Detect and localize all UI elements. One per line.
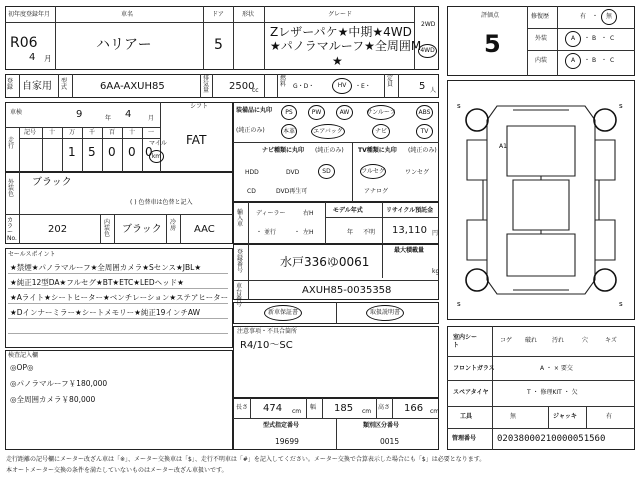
inspection-month-unit: 月 xyxy=(148,115,155,122)
diagram-mark-s-1: s xyxy=(457,102,461,110)
glass-label: フロントガラス xyxy=(453,365,495,372)
fuel-options-rest: ・E・ xyxy=(355,83,371,90)
grade-line1: Zレザーパケ★中期★4WD xyxy=(270,25,412,39)
tools-value: 無 xyxy=(510,413,517,420)
disp-unit: cc xyxy=(252,87,259,94)
grade-line3: ★ xyxy=(332,54,343,68)
equipment-tv-circled: TV xyxy=(416,124,433,139)
tools-label: 工具 xyxy=(460,413,473,420)
import-right: 右H xyxy=(303,210,314,217)
equipment-note: (純正のみ) xyxy=(236,127,265,134)
first-reg-month-unit: 月 xyxy=(44,54,52,63)
new-car-warranty-circled: 新車保証書 xyxy=(264,305,302,321)
exterior-dot1: ・ xyxy=(584,35,591,42)
repair-no-circled: 無 xyxy=(601,9,617,25)
tv-note: (純正のみ) xyxy=(408,147,437,154)
exterior-b: B xyxy=(592,35,597,42)
seat-opt-tear: 破れ xyxy=(525,337,538,344)
max-load-label: 最大積載量 xyxy=(394,247,425,254)
notes-value: R4/10～SC xyxy=(240,340,293,351)
import-parallel: 並行 xyxy=(264,229,277,236)
height-value: 166 xyxy=(404,403,424,414)
length-unit: cm xyxy=(292,408,302,415)
exterior-c: C xyxy=(610,35,615,42)
mileage-label: 走行 xyxy=(8,137,15,150)
mileage-unit-2: 千 xyxy=(89,129,96,136)
seat-opt-scratch: キズ xyxy=(605,337,617,344)
tv-title: TV種類に丸印 xyxy=(358,147,397,154)
inspection-month: 4 xyxy=(125,109,132,120)
equipment-aw-circled: AW xyxy=(336,105,353,120)
navi-dvd: DVD xyxy=(286,169,300,176)
grade-label: グレード xyxy=(328,11,353,18)
max-load-unit: kg xyxy=(432,268,440,275)
interior-a-circled: A xyxy=(565,53,581,69)
chassis-value: AXUH85-0035358 xyxy=(302,285,392,296)
class-label: 類別区分番号 xyxy=(363,422,400,429)
mileage-unit-1: 万 xyxy=(69,129,76,136)
tv-analog: アナログ xyxy=(364,188,389,195)
registration-row xyxy=(5,74,439,98)
navi-cd: CD xyxy=(247,188,256,195)
jack-label: ジャッキ xyxy=(553,413,577,420)
shift-value: FAT xyxy=(186,133,207,147)
recycle-value: 13,110 xyxy=(392,225,427,236)
notes-label: 注意事項・不具合箇所 xyxy=(237,328,298,335)
mileage-unit-0: 十 xyxy=(49,129,56,136)
equipment-leather-circled: 本革 xyxy=(281,124,297,139)
navi-sd-circled: SD xyxy=(318,164,335,179)
navi-title: ナビ種類に丸印 xyxy=(262,147,305,154)
mgmt-label: 管理番号 xyxy=(452,435,477,442)
checker-line-3: ◎全周囲カメラ￥80,000 xyxy=(10,395,96,404)
recycle-label: リサイクル預託金 xyxy=(386,207,434,214)
seat-opt-stain: 汚れ xyxy=(552,337,565,344)
interior-label: 内装 xyxy=(535,57,548,64)
mileage-unit-4: 十 xyxy=(129,129,136,136)
drive-4wd-circled: 4WD xyxy=(418,44,437,58)
spare-value: T ・ 修理KIT ・ 欠 xyxy=(527,389,578,396)
color-code-value: 202 xyxy=(48,224,68,235)
equipment-abs-circled: ABS xyxy=(416,105,433,120)
cap-value: 5 xyxy=(419,81,426,92)
interior-dot1: ・ xyxy=(584,57,591,64)
navi-note: (純正のみ) xyxy=(315,147,344,154)
import-dot1: ・ xyxy=(256,229,263,236)
first-reg-label: 初年度登録年月 xyxy=(8,11,51,18)
cap-label: 定員 xyxy=(387,75,394,88)
length-label: 長さ xyxy=(236,404,249,411)
import-label: 輸入車 xyxy=(237,209,244,228)
sales-label: セールスポイント xyxy=(8,251,56,258)
import-dot2: ・ xyxy=(294,229,301,236)
inspection-year: 9 xyxy=(76,109,83,120)
int-color-value: ブラック xyxy=(122,224,162,235)
type-value: 6AA-AXUH85 xyxy=(100,81,165,92)
shape-label: 形状 xyxy=(242,11,255,18)
glass-value: A ・ × 要交 xyxy=(540,365,573,372)
ac-label: 冷房 xyxy=(170,219,177,232)
seat-label: 室内シート xyxy=(453,334,478,349)
int-color-label: 内装色 xyxy=(104,219,111,238)
exterior-dot2: ・ xyxy=(601,35,608,42)
model-name: ハリアー xyxy=(96,37,152,53)
plate-value: 水戸336ゆ0061 xyxy=(280,255,370,269)
checker-line-2: ◎パノラマルーフ￥180,000 xyxy=(10,379,108,388)
diagram-mark-s-3: s xyxy=(457,300,461,308)
jack-value: 有 xyxy=(606,413,613,420)
fuel-options: G・D・ xyxy=(293,83,315,90)
sales-line-1: ★禁煙★パノラマルーフ★全周囲カメラ★Sセンス★JBL★ xyxy=(10,263,202,272)
class-value: 0015 xyxy=(380,437,400,446)
mileage-unit-3: 百 xyxy=(109,129,116,136)
tv-oneseg: ワンセグ xyxy=(405,169,430,176)
inspection-year-unit: 年 xyxy=(105,115,112,122)
model-year-unknown: 不明 xyxy=(363,229,376,236)
plate-label: 登録番号 xyxy=(237,249,244,274)
model-year-unit: 年 xyxy=(347,229,354,236)
exterior-a-circled: A xyxy=(565,31,581,47)
mileage-record-label: 記号 xyxy=(24,129,37,136)
first-reg-era: R06 xyxy=(10,35,38,51)
mileage-digit-1: 1 xyxy=(68,145,76,159)
grade-line2: ★パノラマルーフ★全周囲M xyxy=(270,39,422,53)
equipment-sunroof-circled: サンルーフ xyxy=(367,105,395,120)
seat-opt-hole: 穴 xyxy=(582,337,589,344)
footer-line-1: 走行距離の記号欄にメーター改ざん車は「※」、メーター交換車は「$」、走行不明車は「#」を記入してください。メーター交換で合算表示した場合にも「$」は必要となります。 xyxy=(6,456,486,463)
repair-label: 修復歴 xyxy=(531,13,550,20)
recycle-unit: 円 xyxy=(432,230,439,237)
equipment-airbag-circled: エアバック xyxy=(311,124,345,139)
mileage-digit-2: 5 xyxy=(88,145,96,159)
diagram-mark-s-4: s xyxy=(619,300,623,308)
equipment-navi-circled: ナビ xyxy=(372,124,390,139)
sales-line-4: ★Dインナーミラー★シートメモリー★純正19インチAW xyxy=(10,308,201,317)
notes-block xyxy=(233,326,439,398)
width-label: 幅 xyxy=(310,404,317,411)
disp-label: 排気量 xyxy=(203,75,210,94)
model-label: 車名 xyxy=(121,11,134,18)
import-left: 左H xyxy=(303,229,314,236)
reg-label: 登録 xyxy=(7,78,14,91)
width-unit: cm xyxy=(362,408,372,415)
interior-dot2: ・ xyxy=(601,57,608,64)
equipment-ps-circled: PS xyxy=(281,105,297,120)
chassis-label: 車台番号 xyxy=(236,283,243,308)
navi-dvd-play: DVD再生可 xyxy=(276,188,308,195)
tv-fullseg-circled: フルセグ xyxy=(360,164,386,179)
interior-b: B xyxy=(592,57,597,64)
color-code-label: カラーNo. xyxy=(7,217,17,242)
ext-color-value: ブラック xyxy=(32,177,72,188)
rating-value: 5 xyxy=(484,30,501,58)
mileage-unit-5: 一 xyxy=(148,129,155,136)
repair-yes: 有 xyxy=(580,13,587,20)
first-reg-month: 4 xyxy=(29,52,36,63)
mileage-digit-3: 0 xyxy=(108,145,116,159)
auth-label: 型式指定番号 xyxy=(263,422,300,429)
sales-line-2: ★純正12型DA★フルセグ★BT★ETC★LEDヘッド★ xyxy=(10,278,184,287)
height-label: 高さ xyxy=(378,404,391,411)
spare-label: スペアタイヤ xyxy=(453,389,489,396)
type-label: 型式 xyxy=(61,78,68,91)
rating-label: 評価点 xyxy=(481,12,500,19)
model-year-label: モデル年式 xyxy=(333,207,363,214)
mgmt-value: 02038000210000051560 xyxy=(497,434,606,444)
repair-dot: ・ xyxy=(592,13,599,20)
equipment-pw-circled: PW xyxy=(308,105,325,120)
ac-value: AAC xyxy=(194,224,215,235)
fuel-label: 燃料 xyxy=(280,75,287,88)
diagram-mark-a1: A1 xyxy=(499,143,507,150)
length-value: 474 xyxy=(263,403,283,414)
diagram-mark-s-2: s xyxy=(619,102,623,110)
mileage-km-circled: km xyxy=(149,150,164,163)
cap-unit: 人 xyxy=(430,87,437,94)
navi-hdd: HDD xyxy=(245,169,259,176)
manual-circled: 取扱説明書 xyxy=(366,305,404,321)
reg-use: 自家用 xyxy=(22,81,52,92)
mileage-digit-5: 0 xyxy=(145,145,153,159)
equipment-label: 装備品に丸印 xyxy=(236,107,273,114)
checker-line-1: ◎OP◎ xyxy=(10,363,34,372)
doors-label: ドア xyxy=(212,11,224,18)
doors-value: 5 xyxy=(214,37,223,53)
seat-opt-burn: コゲ xyxy=(500,337,513,344)
mileage-digit-4: 0 xyxy=(128,145,136,159)
exterior-label: 外装 xyxy=(535,35,548,42)
height-unit: cm xyxy=(430,408,440,415)
footer-line-2: 本オートメーター交換の条件を満たしていないものはメーター改ざん車扱いです。 xyxy=(6,467,228,474)
auth-value: 19699 xyxy=(275,437,299,446)
checker-label: 検査記入欄 xyxy=(8,352,39,359)
ext-color-label: 外装色 xyxy=(8,179,15,198)
inspection-label: 車検 xyxy=(10,109,23,116)
drive-2wd: 2WD xyxy=(421,21,436,28)
disp-value: 2500 xyxy=(229,81,255,92)
interior-c: C xyxy=(610,57,615,64)
fuel-hv-circled: HV xyxy=(332,78,352,94)
shift-label: シフト xyxy=(190,103,209,110)
ext-color-note: ( ) 色替車は色替と記入 xyxy=(130,199,193,206)
import-dealer: ディーラー xyxy=(256,210,286,217)
sales-line-3: ★Aライト★シートヒーター★ベンチレーション★ステアヒーター xyxy=(10,293,229,302)
width-value: 185 xyxy=(334,403,354,414)
vehicle-diagram xyxy=(447,80,635,320)
mileage-unit-mile: マイル xyxy=(149,140,167,147)
